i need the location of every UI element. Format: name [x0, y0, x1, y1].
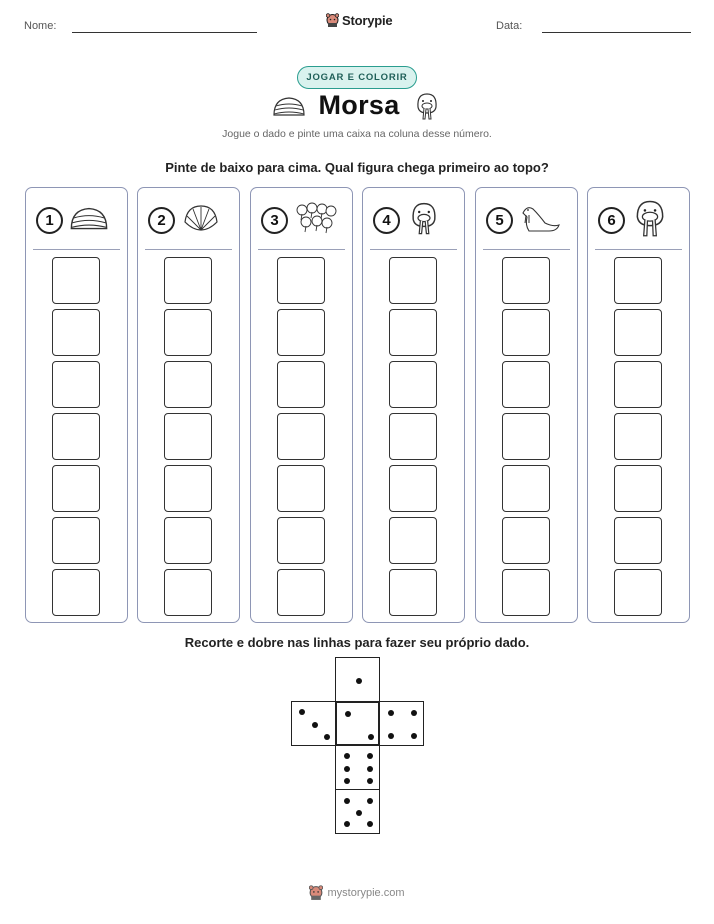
column-divider — [595, 249, 682, 250]
color-box[interactable] — [614, 309, 662, 356]
color-box[interactable] — [502, 361, 550, 408]
dice-face-5 — [335, 789, 380, 834]
column-number: 4 — [373, 207, 400, 234]
dice-pip — [345, 711, 351, 717]
dice-pip — [344, 753, 350, 759]
color-box[interactable] — [164, 569, 212, 616]
color-box[interactable] — [502, 517, 550, 564]
dice-pip — [312, 722, 318, 728]
color-box[interactable] — [502, 413, 550, 460]
dice-face-6 — [335, 745, 380, 790]
color-box[interactable] — [164, 361, 212, 408]
ice-floe-icon — [272, 93, 306, 119]
footer — [0, 885, 714, 901]
activity-badge: JOGAR E COLORIR — [297, 66, 417, 89]
color-box[interactable] — [614, 569, 662, 616]
dice-face-1 — [335, 657, 380, 702]
instruction: Pinte de baixo para cima. Qual figura chega primeiro ao topo? — [165, 160, 549, 175]
dice-pip — [411, 710, 417, 716]
dice-face-3 — [291, 701, 336, 746]
column-header — [36, 202, 121, 238]
walrus-full-icon — [519, 201, 561, 240]
color-box[interactable] — [52, 257, 100, 304]
color-box[interactable] — [614, 361, 662, 408]
storypie-mascot-icon — [309, 885, 323, 901]
color-box[interactable] — [389, 569, 437, 616]
dice-pip — [344, 821, 350, 827]
dice-pip — [367, 778, 373, 784]
column-divider — [483, 249, 570, 250]
dice-pip — [344, 798, 350, 804]
color-box[interactable] — [614, 257, 662, 304]
dice-instruction: Recorte e dobre nas linhas para fazer seu próprio dado. — [184, 635, 530, 650]
dice-pip — [299, 709, 305, 715]
column-header — [373, 202, 458, 238]
ice-floe-icon — [69, 202, 109, 239]
column-6 — [587, 187, 690, 623]
dice-pip — [367, 766, 373, 772]
dice-pip — [388, 733, 394, 739]
color-box[interactable] — [277, 361, 325, 408]
column-5 — [475, 187, 578, 623]
dice-pip — [344, 766, 350, 772]
color-box[interactable] — [389, 309, 437, 356]
dice-face-2 — [335, 701, 380, 746]
walrus-face-icon — [412, 91, 442, 121]
color-box[interactable] — [389, 413, 437, 460]
dice-pip — [367, 798, 373, 804]
name-label: Nome: — [24, 20, 57, 32]
color-box[interactable] — [164, 257, 212, 304]
column-number: 5 — [486, 207, 513, 234]
color-box[interactable] — [277, 413, 325, 460]
column-divider — [145, 249, 232, 250]
color-box[interactable] — [164, 465, 212, 512]
column-divider — [33, 249, 120, 250]
color-box[interactable] — [277, 257, 325, 304]
color-box[interactable] — [389, 361, 437, 408]
color-box[interactable] — [502, 569, 550, 616]
dice-pip — [367, 821, 373, 827]
color-box[interactable] — [52, 517, 100, 564]
dice-face-4 — [379, 701, 424, 746]
color-box[interactable] — [52, 361, 100, 408]
color-box[interactable] — [277, 309, 325, 356]
dice-pip — [411, 733, 417, 739]
color-box[interactable] — [614, 465, 662, 512]
color-box[interactable] — [52, 569, 100, 616]
storypie-mascot-icon — [326, 13, 339, 28]
dice-pip — [367, 753, 373, 759]
color-box[interactable] — [614, 413, 662, 460]
column-number: 1 — [36, 207, 63, 234]
column-number: 3 — [261, 207, 288, 234]
color-box[interactable] — [52, 413, 100, 460]
column-header — [598, 202, 683, 238]
clam-shell-icon — [181, 202, 221, 239]
subtitle: Jogue o dado e pinte uma caixa na coluna desse número. — [222, 128, 492, 140]
dice-pip — [356, 678, 362, 684]
dice-pip — [324, 734, 330, 740]
column-number: 6 — [598, 207, 625, 234]
column-4 — [362, 187, 465, 623]
color-box[interactable] — [52, 465, 100, 512]
column-divider — [370, 249, 457, 250]
column-header — [261, 202, 346, 238]
name-line[interactable] — [72, 32, 257, 33]
color-box[interactable] — [277, 517, 325, 564]
column-number: 2 — [148, 207, 175, 234]
dice-pip — [344, 778, 350, 784]
color-box[interactable] — [277, 465, 325, 512]
column-3 — [250, 187, 353, 623]
date-line[interactable] — [542, 32, 691, 33]
color-box[interactable] — [52, 309, 100, 356]
brand-logo — [326, 13, 392, 28]
walrus-herd-icon — [294, 200, 338, 241]
color-box[interactable] — [502, 465, 550, 512]
walrus-face-icon — [406, 200, 442, 241]
dice-pip — [356, 810, 362, 816]
dice-pip — [388, 710, 394, 716]
footer-url[interactable]: mystorypie.com — [327, 887, 405, 899]
color-box[interactable] — [164, 517, 212, 564]
walrus-tusks-icon — [631, 199, 669, 242]
color-box[interactable] — [389, 465, 437, 512]
color-box[interactable] — [389, 517, 437, 564]
color-box[interactable] — [389, 257, 437, 304]
dice-pip — [368, 734, 374, 740]
column-1 — [25, 187, 128, 623]
page-title: Morsa — [318, 90, 400, 120]
color-box[interactable] — [277, 569, 325, 616]
color-box[interactable] — [164, 413, 212, 460]
column-header — [486, 202, 571, 238]
color-box[interactable] — [502, 309, 550, 356]
column-2 — [137, 187, 240, 623]
column-header — [148, 202, 233, 238]
color-box[interactable] — [614, 517, 662, 564]
color-box[interactable] — [502, 257, 550, 304]
date-label: Data: — [496, 20, 523, 32]
color-box[interactable] — [164, 309, 212, 356]
title-row — [0, 90, 714, 121]
brand-name: Storypie — [342, 13, 393, 28]
column-divider — [258, 249, 345, 250]
